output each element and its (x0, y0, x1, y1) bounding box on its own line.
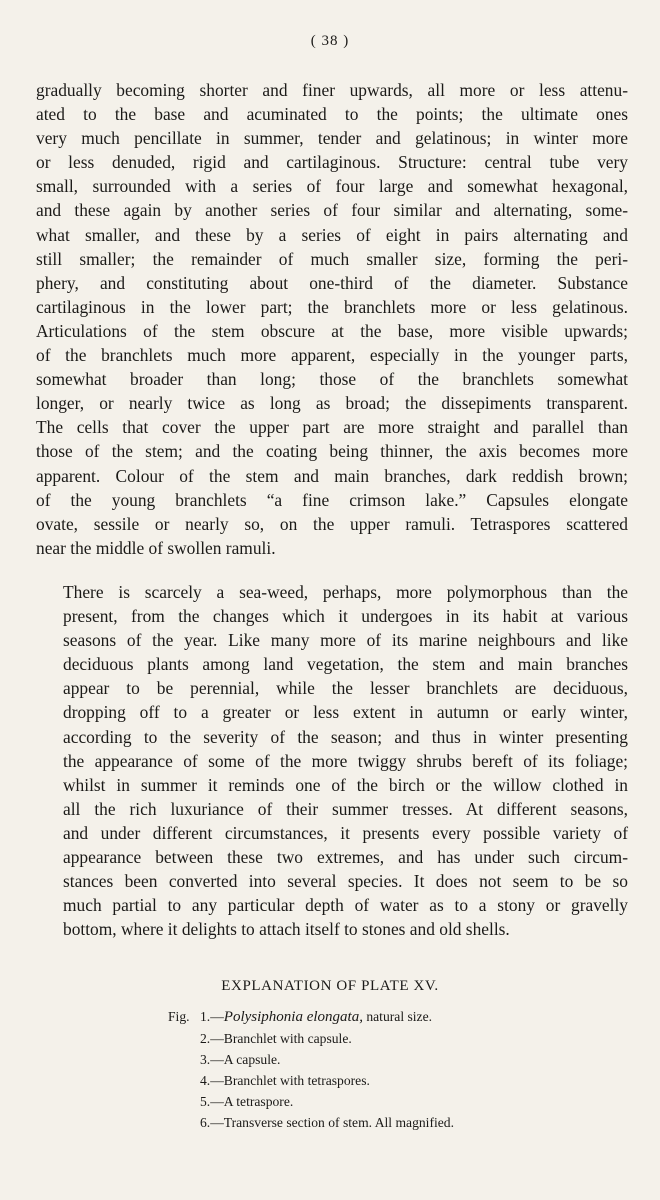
figure-item (168, 1049, 608, 1070)
text-line: ovate, sessile or nearly so, on the upper ramuli. Tetraspores scattered (36, 513, 628, 534)
text-line: bottom, where it delights to attach itself to stones and old shells. (63, 919, 510, 940)
text-line: small, surrounded with a series of four large and somewhat hexagonal, (36, 176, 628, 197)
text-line: longer, or nearly twice as long as broad; the dissepiments transparent. (36, 393, 628, 414)
figure-number: 3.— (200, 1052, 224, 1067)
text-line: ated to the base and acuminated to the points; the ultimate ones (36, 104, 628, 125)
figure-item (168, 1006, 608, 1028)
text-line: the appearance of some of the more twiggy shrubs bereft of its foliage; (63, 750, 628, 771)
text-line: all the rich luxuriance of their summer tresses. At different seasons, (63, 798, 628, 819)
text-line: or less denuded, rigid and cartilaginous. Structure: central tube very (36, 152, 628, 173)
figure-list (168, 1006, 608, 1133)
text-line: very much pencillate in summer, tender and gelatinous; in winter more (36, 128, 628, 149)
text-line: of the young branchlets “a fine crimson lake.” Capsules elongate (36, 489, 628, 510)
text-line: phery, and constituting about one-third of the diameter. Substance (36, 272, 628, 293)
text-line: cartilaginous in the lower part; the branchlets more or less gelatinous. (36, 296, 628, 317)
text-line: There is scarcely a sea-weed, perhaps, more polymorphous than the (63, 582, 628, 602)
text-line: dropping off to a greater or less extent in autumn or early winter, (63, 702, 628, 723)
figure-item (168, 1028, 608, 1049)
paragraph-polymorphism (36, 580, 628, 941)
text-line: and under different circumstances, it presents every possible variety of (63, 822, 628, 843)
text-line: present, from the changes which it undergoes in its habit at various (63, 606, 628, 627)
figure-number: 6.— (200, 1115, 224, 1130)
text-line: deciduous plants among land vegetation, the stem and main branches (63, 654, 628, 675)
text-line: Articulations of the stem obscure at the base, more visible upwards; (36, 320, 628, 341)
text-line: appear to be perennial, while the lesser branchlets are deciduous, (63, 678, 628, 699)
page-number: ( 38 ) (310, 33, 350, 49)
figure-caption: A capsule. (223, 1052, 281, 1067)
fig-prefix: Fig. (168, 1009, 190, 1024)
figure-caption: A tetraspore. (223, 1094, 294, 1109)
explanation-title: EXPLANATION OF PLATE XV. (221, 978, 439, 994)
figure-species-name: Polysiphonia elongata, (223, 1009, 363, 1025)
text-line: The cells that cover the upper part are more straight and parallel than (36, 417, 628, 438)
figure-item (168, 1091, 608, 1112)
text-line: still smaller; the remainder of much smaller size, forming the peri- (36, 248, 628, 269)
figure-item (168, 1112, 608, 1133)
text-line: those of the stem; and the coating being thinner, the axis becomes more (36, 441, 628, 462)
text-line: seasons of the year. Like many more of its marine neighbours and like (63, 630, 628, 651)
text-line: stances been converted into several species. It does not seem to be so (63, 871, 628, 892)
figure-caption: natural size. (362, 1009, 433, 1024)
paragraph-description (36, 78, 628, 560)
text-line: gradually becoming shorter and finer upwards, all more or less attenu- (36, 80, 628, 100)
text-line: somewhat broader than long; those of the branchlets somewhat (36, 369, 628, 390)
figure-number: 1.— (200, 1009, 224, 1024)
figure-caption: Branchlet with tetraspores. (223, 1073, 370, 1088)
text-line: and these again by another series of four similar and alternating, some- (36, 200, 628, 221)
text-line: what smaller, and these by a series of eight in pairs alternating and (36, 224, 628, 245)
text-line: apparent. Colour of the stem and main branches, dark reddish brown; (36, 465, 628, 486)
text-line: whilst in summer it reminds one of the birch or the willow clothed in (63, 774, 628, 795)
figure-caption: Branchlet with capsule. (223, 1031, 352, 1046)
figure-number: 2.— (200, 1031, 224, 1046)
figure-caption: Transverse section of stem. All magnified. (223, 1115, 454, 1130)
figure-number: 4.— (200, 1073, 224, 1088)
text-line: much partial to any particular depth of water as to a stony or gravelly (63, 895, 628, 916)
figure-item (168, 1070, 608, 1091)
text-line: of the branchlets much more apparent, especially in the younger parts, (36, 345, 628, 366)
text-line: near the middle of swollen ramuli. (36, 537, 276, 558)
figure-number: 5.— (200, 1094, 224, 1109)
text-line: according to the severity of the season; and thus in winter presenting (63, 726, 628, 747)
text-line: appearance between these two extremes, and has under such circum- (63, 847, 628, 868)
